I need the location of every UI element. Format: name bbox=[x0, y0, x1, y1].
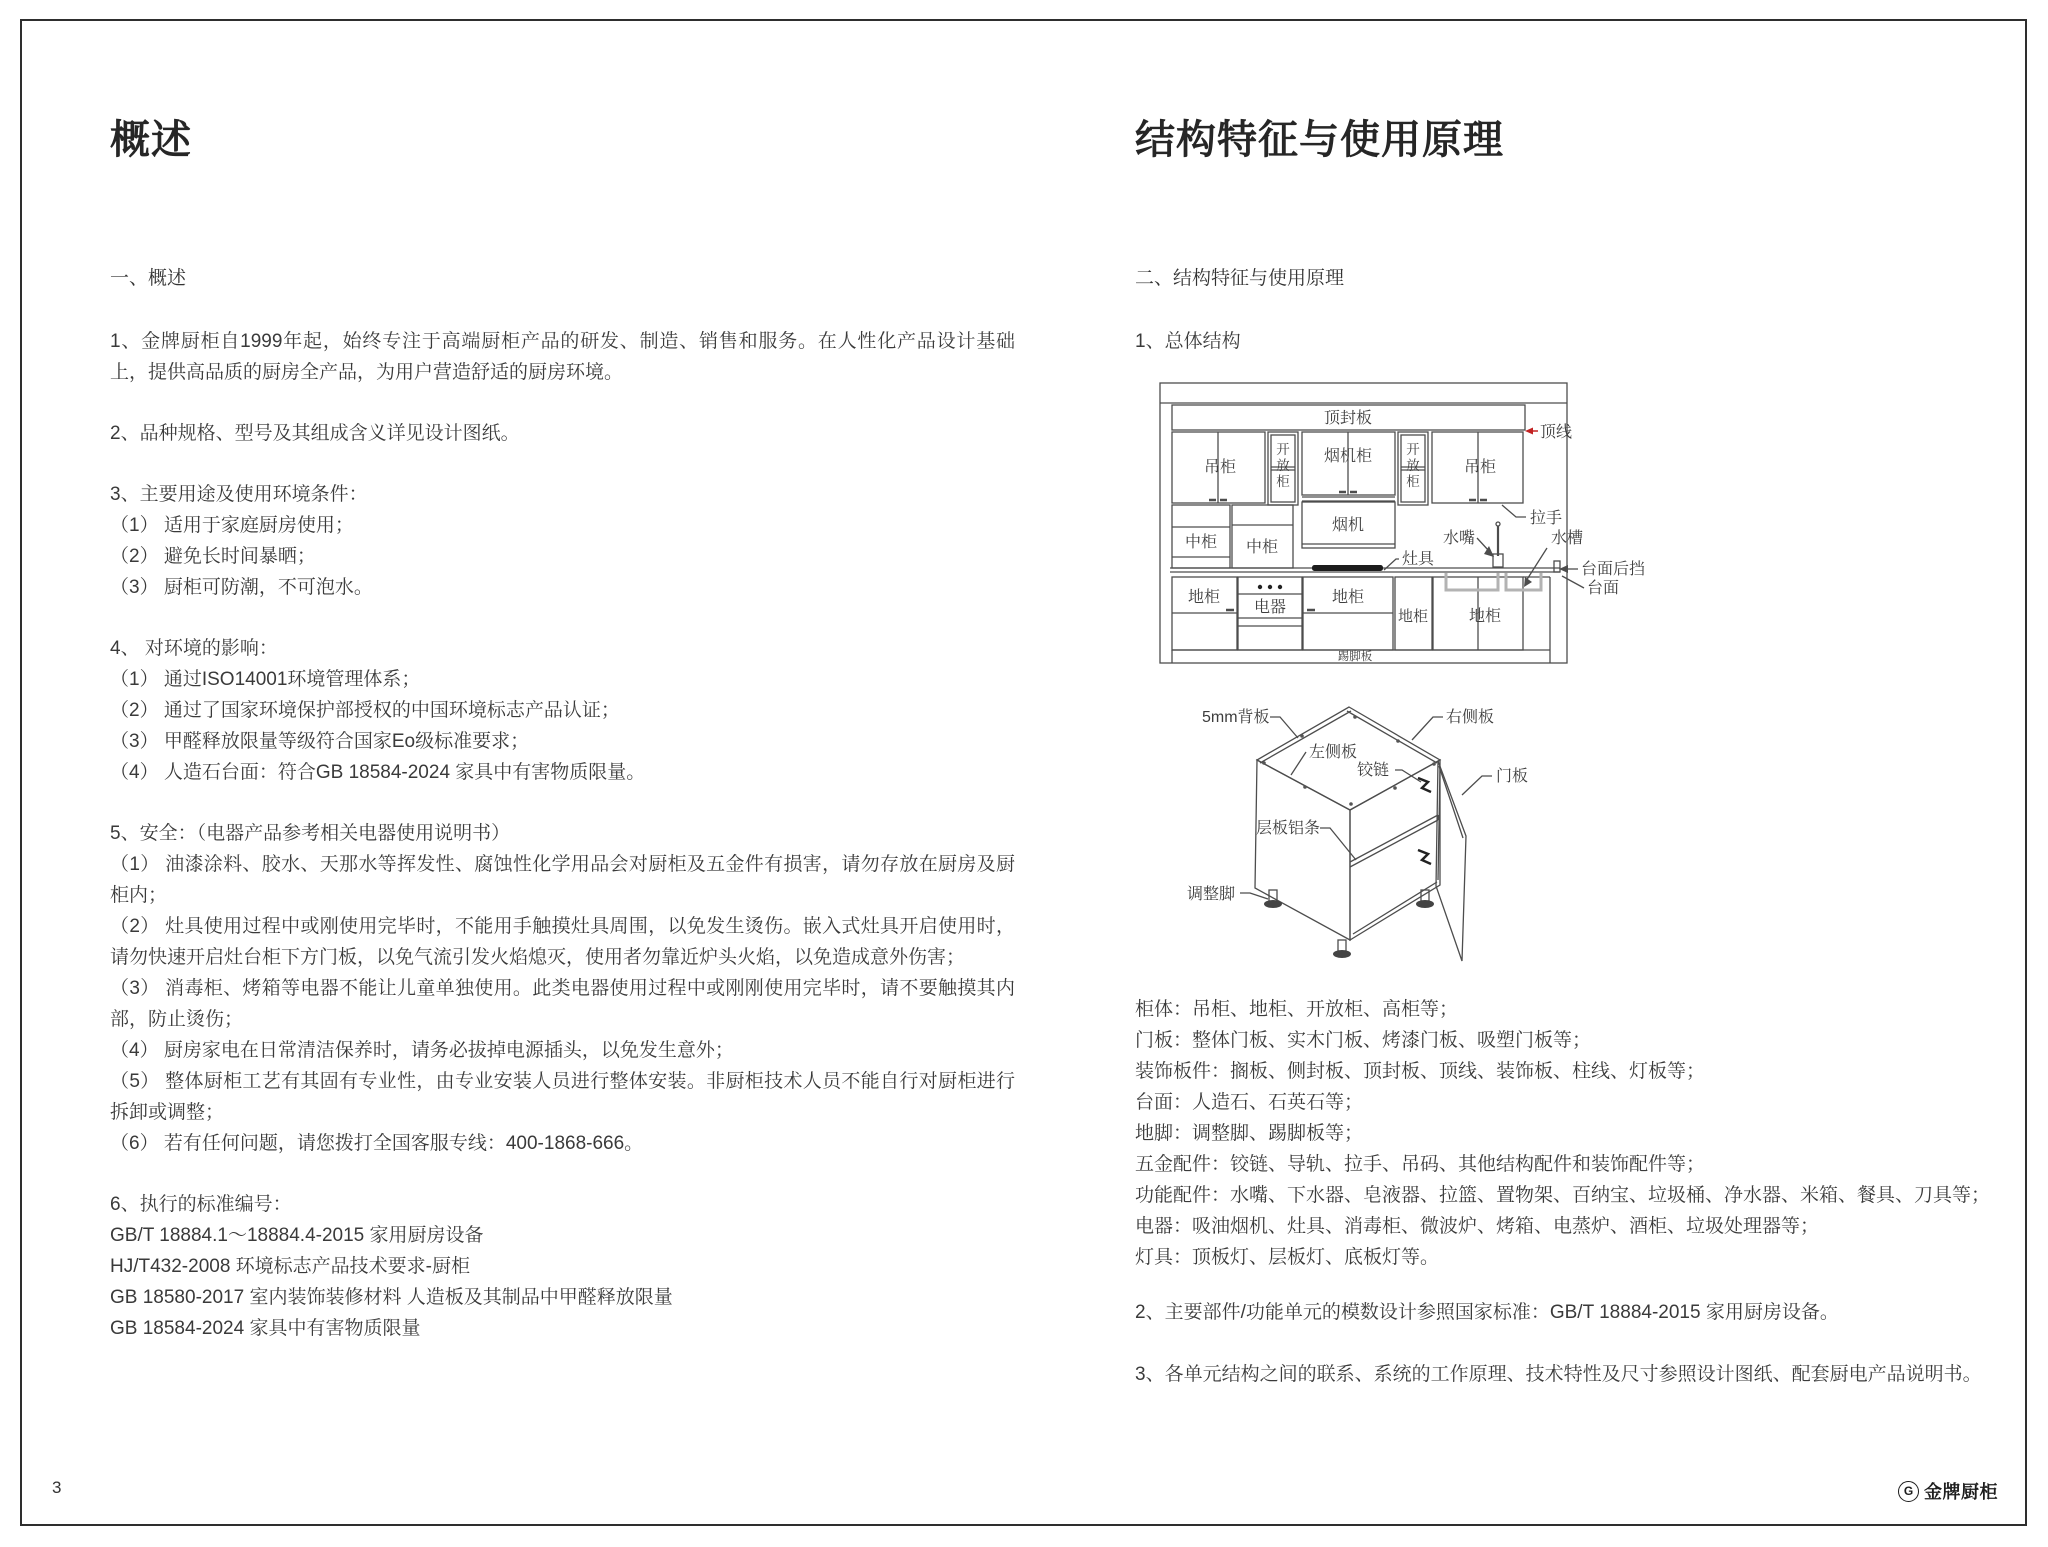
component-line: 装饰板件：搁板、侧封板、顶封板、顶线、装饰板、柱线、灯板等； bbox=[1135, 1061, 1706, 1082]
label-base-cabinet: 地柜 bbox=[1331, 589, 1365, 606]
brand-name: 金牌厨柜 bbox=[1924, 1482, 1998, 1502]
paragraph-line: 2、品种规格、型号及其组成含义详见设计图纸。 bbox=[110, 423, 520, 444]
label-counter: 台面 bbox=[1587, 580, 1620, 597]
paragraph-line: 4、 对环境的影响： bbox=[110, 638, 278, 659]
label-top-line: 顶线 bbox=[1540, 424, 1573, 441]
page-title-structure: 结构特征与使用原理 bbox=[1135, 118, 1504, 162]
label-mid-cabinet: 中柜 bbox=[1184, 534, 1218, 551]
appliance-knobs bbox=[1258, 585, 1282, 589]
component-line: 电器：吸油烟机、灶具、消毒柜、微波炉、烤箱、电蒸炉、酒柜、垃圾处理器等； bbox=[1135, 1216, 1820, 1237]
sink-leader bbox=[1526, 548, 1547, 581]
label-open-cabinet: 开 bbox=[1276, 442, 1290, 457]
label-hood-cabinet: 烟机柜 bbox=[1323, 448, 1373, 465]
paragraph-line: 1、总体结构 bbox=[1135, 331, 1241, 352]
left-column bbox=[110, 118, 1015, 1344]
paragraph-line: （3） 消毒柜、烤箱等电器不能让儿童单独使用。此类电器使用过程中或刚刚使用完毕时，请不要触摸其内部，防止烫伤； bbox=[110, 978, 1015, 1030]
page-title-overview: 概述 bbox=[110, 118, 192, 162]
page-number: 3 bbox=[52, 1478, 62, 1497]
base-cabinet-3d-diagram bbox=[1150, 690, 1650, 990]
paragraph-line: （2） 避免长时间暴晒； bbox=[110, 546, 316, 567]
label-back-panel: 5mm背板 bbox=[1202, 709, 1270, 726]
paragraph-block bbox=[110, 326, 1015, 388]
paragraph-block bbox=[110, 633, 1015, 788]
label-shelf-strip: 层板铝条 bbox=[1256, 820, 1321, 837]
label-left-panel: 左侧板 bbox=[1309, 744, 1358, 761]
paragraph-line: 3、主要用途及使用环境条件： bbox=[110, 484, 368, 505]
paragraph-line: （6） 若有任何问题，请您拨打全国客服专线：400-1868-666。 bbox=[110, 1133, 644, 1154]
hinge-leader bbox=[1395, 770, 1421, 782]
left-panel-leader bbox=[1291, 752, 1306, 775]
component-line: 柜体：吊柜、地柜、开放柜、高柜等； bbox=[1135, 999, 1459, 1020]
label-adjustable-foot: 调整脚 bbox=[1187, 886, 1236, 903]
right-column bbox=[1135, 118, 2015, 357]
paragraph-line: 6、执行的标准编号： bbox=[110, 1194, 292, 1215]
paragraph-line: GB/T 18884.1～18884.4-2015 家用厨房设备 bbox=[110, 1225, 484, 1246]
paragraph-block bbox=[1135, 1297, 2015, 1328]
brand-g-icon: G bbox=[1898, 1481, 1919, 1502]
paragraph-block bbox=[110, 418, 1015, 449]
label-base-cabinet: 地柜 bbox=[1397, 608, 1429, 625]
hinges bbox=[1418, 778, 1431, 864]
label-faucet: 水嘴 bbox=[1443, 530, 1476, 547]
label-sink: 水槽 bbox=[1551, 530, 1584, 547]
paragraph-line: GB 18584-2024 家具中有害物质限量 bbox=[110, 1318, 421, 1339]
feet-bases bbox=[1264, 900, 1434, 958]
label-hinge: 铰链 bbox=[1357, 762, 1390, 779]
paragraph-line: （5） 整体厨柜工艺有其固有专业性，由专业安装人员进行整体安装。非厨柜技术人员不能自行对厨柜进行拆卸或调整； bbox=[110, 1071, 1015, 1123]
shelf bbox=[1350, 815, 1438, 862]
label-handle: 拉手 bbox=[1530, 510, 1563, 527]
door-leader bbox=[1462, 776, 1492, 795]
paragraph-line: （4） 人造石台面：符合GB 18584-2024 家具中有害物质限量。 bbox=[110, 762, 646, 783]
mid-cabinet-2 bbox=[1232, 505, 1293, 568]
label-cooktop: 灶具 bbox=[1402, 551, 1435, 568]
foot-leader bbox=[1240, 893, 1268, 899]
right-panel-leader bbox=[1412, 717, 1443, 740]
label-open-cabinet: 放 bbox=[1276, 458, 1290, 473]
label-right-panel: 右侧板 bbox=[1446, 709, 1495, 726]
paragraph-line: （1） 通过ISO14001环境管理体系； bbox=[110, 669, 421, 690]
label-counter-back: 台面后挡 bbox=[1581, 561, 1646, 578]
top-line-arrow bbox=[1525, 428, 1538, 435]
paragraph-line: HJ/T432-2008 环境标志产品技术要求-厨柜 bbox=[110, 1256, 471, 1277]
paragraph-line: （4） 厨房家电在日常清洁保养时，请务必拔掉电源插头，以免发生意外； bbox=[110, 1040, 734, 1061]
paragraph-block bbox=[1135, 1359, 2015, 1390]
paragraph-line: （2） 灶具使用过程中或刚使用完毕时，不能用手触摸灶具周围，以免发生烫伤。嵌入式灶具开启使用时，请勿快速开启灶台柜下方门板，以免气流引发火焰熄灭，使用者勿靠近炉头火焰，以免造成意外伤害； bbox=[110, 916, 1015, 968]
paragraph-line: 3、各单元结构之间的联系、系统的工作原理、技术特性及尺寸参照设计图纸、配套厨电产品说明书。 bbox=[1135, 1364, 1982, 1385]
paragraph-line: （1） 油漆涂料、胶水、天那水等挥发性、腐蚀性化学用品会对厨柜及五金件有损害，请勿存放在厨房及厨柜内； bbox=[110, 854, 1015, 906]
brand-logo bbox=[1898, 1478, 1998, 1504]
component-line: 门板：整体门板、实木门板、烤漆门板、吸塑门板等； bbox=[1135, 1030, 1592, 1051]
paragraph-line: GB 18580-2017 室内装饰装修材料 人造板及其制品中甲醛释放限量 bbox=[110, 1287, 673, 1308]
component-line: 灯具：顶板灯、层板灯、底板灯等。 bbox=[1135, 1247, 1440, 1268]
component-line: 台面：人造石、石英石等； bbox=[1135, 1092, 1364, 1113]
label-top-seal-board: 顶封板 bbox=[1323, 410, 1373, 427]
back-panel-leader bbox=[1270, 717, 1298, 738]
label-open-cabinet: 柜 bbox=[1276, 474, 1290, 489]
component-line: 地脚：调整脚、踢脚板等； bbox=[1135, 1123, 1364, 1144]
left-side-panel bbox=[1255, 760, 1350, 940]
section-heading: 一、概述 bbox=[110, 268, 187, 289]
label-base-cabinet: 地柜 bbox=[1468, 608, 1502, 625]
label-wall-cabinet: 吊柜 bbox=[1463, 459, 1497, 476]
label-kick-board: 踢脚板 bbox=[1337, 651, 1373, 663]
paragraph-line: （3） 甲醛释放限量等级符合国家Eo级标准要求； bbox=[110, 731, 530, 752]
label-mid-cabinet: 中柜 bbox=[1245, 539, 1279, 556]
component-line: 功能配件：水嘴、下水器、皂液器、拉篮、置物架、百纳宝、垃圾桶、净水器、米箱、餐具、刀具等； bbox=[1135, 1185, 1991, 1206]
label-open-cabinet: 柜 bbox=[1406, 474, 1420, 489]
paragraph-block bbox=[110, 479, 1015, 603]
paragraph-line: （3） 厨柜可防潮，不可泡水。 bbox=[110, 577, 373, 598]
label-door-panel: 门板 bbox=[1496, 768, 1529, 785]
kitchen-elevation-diagram bbox=[1150, 380, 1670, 670]
subsection-heading bbox=[1135, 326, 2015, 357]
faucet-top bbox=[1496, 522, 1500, 526]
label-base-cabinet: 地柜 bbox=[1187, 589, 1221, 606]
label-open-cabinet: 放 bbox=[1406, 458, 1420, 473]
counter-backsplash bbox=[1554, 561, 1560, 572]
paragraph-line: 2、主要部件/功能单元的模数设计参照国家标准：GB/T 18884-2015 家用厨房设备。 bbox=[1135, 1302, 1839, 1323]
component-line: 五金配件：铰链、导轨、拉手、吊码、其他结构配件和装饰配件等； bbox=[1135, 1154, 1706, 1175]
section-heading: 二、结构特征与使用原理 bbox=[1135, 268, 1345, 289]
handle-leader bbox=[1502, 505, 1526, 517]
paragraph-line: （1） 适用于家庭厨房使用； bbox=[110, 515, 354, 536]
label-open-cabinet: 开 bbox=[1406, 442, 1420, 457]
paragraph-block bbox=[110, 1189, 1015, 1344]
paragraph-line: （2） 通过了国家环境保护部授权的中国环境标志产品认证； bbox=[110, 700, 620, 721]
paragraph-line: 5、安全：（电器产品参考相关电器使用说明书） bbox=[110, 823, 511, 844]
label-appliance: 电器 bbox=[1253, 599, 1287, 616]
label-range-hood: 烟机 bbox=[1331, 517, 1365, 534]
component-list bbox=[1135, 994, 2015, 1273]
label-wall-cabinet: 吊柜 bbox=[1203, 459, 1237, 476]
paragraph-block bbox=[110, 818, 1015, 1159]
cooktop-strip bbox=[1312, 565, 1383, 571]
paragraph-line: 1、金牌厨柜自1999年起，始终专注于高端厨柜产品的研发、制造、销售和服务。在人性化产品设计基础上，提供高品质的厨房全产品，为用户营造舒适的厨房环境。 bbox=[110, 331, 1015, 383]
